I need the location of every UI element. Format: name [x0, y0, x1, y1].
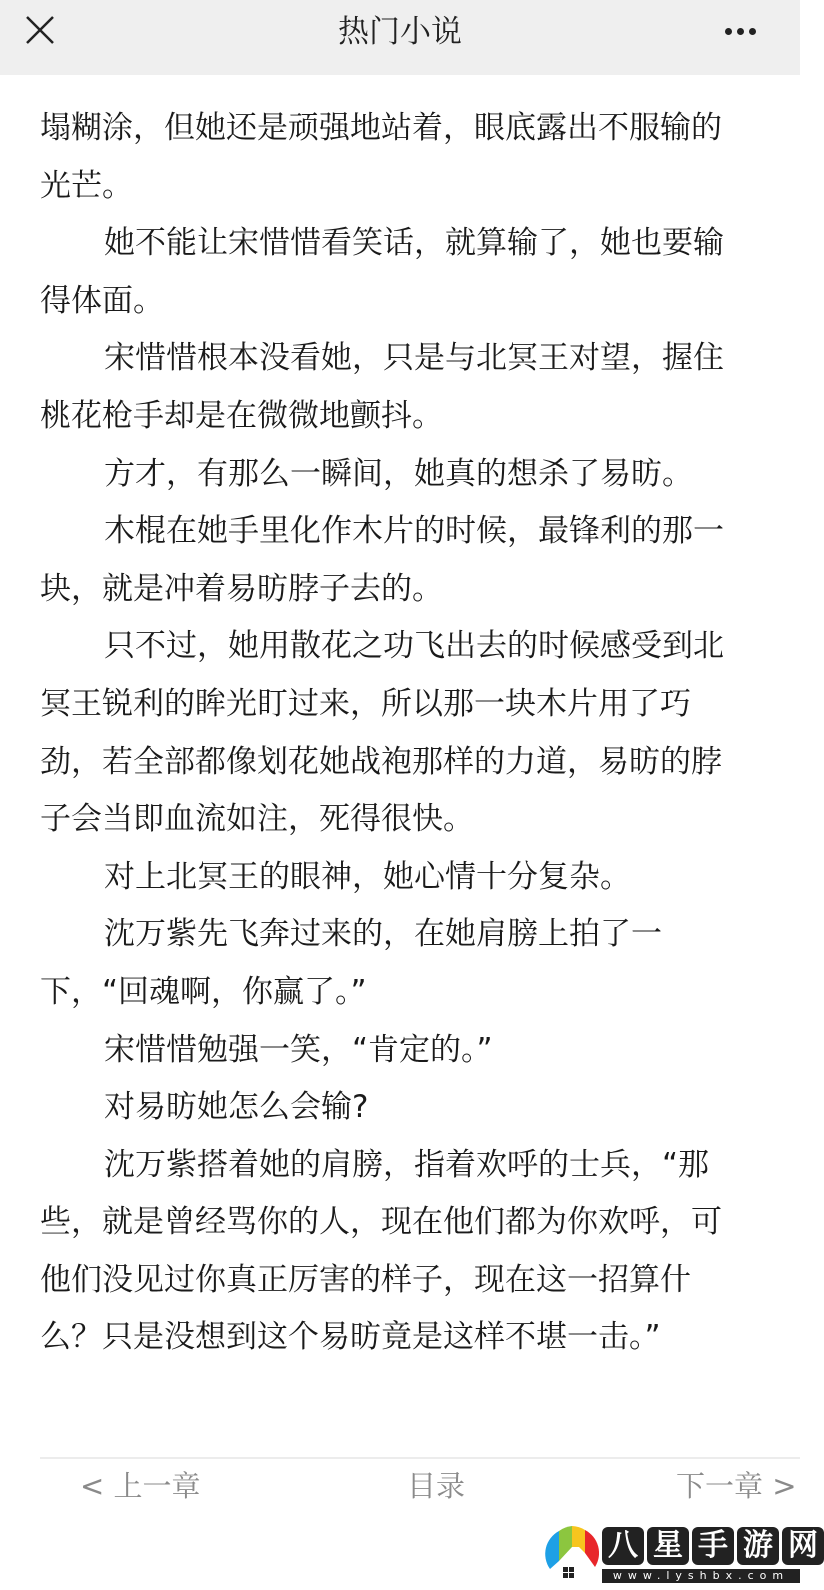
paragraph [40, 503, 750, 618]
text-line: 宋惜惜勉强一笑，“肯定的。” [104, 1031, 493, 1068]
watermark-url: www.lyshbx.com [602, 1569, 800, 1583]
text-line: 只不过，她用散花之功飞出去的时候感受到北 [104, 628, 724, 665]
text-line: 光芒。 [40, 167, 133, 204]
prev-chapter-link[interactable]: < 上一章 [80, 1469, 201, 1503]
text-line: 下，“回魂啊，你赢了。” [40, 973, 367, 1010]
page-title: 热门小说 [338, 14, 462, 50]
text-line: 沈万紫先飞奔过来的，在她肩膀上拍了一 [104, 916, 662, 953]
text-line: 对上北冥王的眼神，她心情十分复杂。 [104, 858, 631, 895]
text-line: 块，就是冲着易昉脖子去的。 [40, 570, 443, 607]
top-bar [0, 0, 800, 75]
table-of-contents-link[interactable]: 目录 [407, 1469, 466, 1503]
watermark-char: 游 [737, 1527, 779, 1565]
chapter-text [40, 100, 750, 1367]
text-line: 她不能让宋惜惜看笑话，就算输了，她也要输 [104, 225, 724, 262]
paragraph [40, 618, 750, 848]
more-icon[interactable] [720, 28, 756, 35]
text-line: 劲，若全部都像划花她战袍那样的力道，易昉的脖 [40, 743, 722, 780]
text-line: 冥王锐利的眸光盯过来，所以那一块木片用了巧 [40, 685, 691, 722]
watermark-char: 八 [602, 1527, 644, 1565]
watermark-char: 手 [692, 1527, 734, 1565]
text-line: 木棍在她手里化作木片的时候，最锋利的那一 [104, 513, 724, 550]
text-line: 么？只是没想到这个易昉竟是这样不堪一击。” [40, 1319, 661, 1356]
text-line: 些，就是曾经骂你的人，现在他们都为你欢呼，可 [40, 1204, 722, 1241]
text-line: 塌糊涂，但她还是顽强地站着，眼底露出不服输的 [40, 110, 722, 146]
paragraph [40, 446, 750, 504]
text-line: 桃花枪手却是在微微地颤抖。 [40, 397, 443, 434]
text-line: 方才，有那么一瞬间，她真的想杀了易昉。 [104, 455, 693, 492]
text-line: 沈万紫搭着她的肩膀，指着欢呼的士兵，“那 [104, 1146, 710, 1183]
text-line: 宋惜惜根本没看她，只是与北冥王对望，握住 [104, 340, 724, 377]
paragraph [40, 849, 750, 907]
paragraph [40, 330, 750, 445]
logo-icon [545, 1525, 601, 1586]
paragraph [40, 1079, 750, 1137]
text-line: 他们没见过你真正厉害的样子，现在这一招算什 [40, 1261, 691, 1298]
next-chapter-link[interactable]: 下一章 > [676, 1469, 797, 1503]
paragraph [40, 906, 750, 1021]
paragraph [40, 1022, 750, 1080]
paragraph [40, 1137, 750, 1367]
paragraph [40, 215, 750, 330]
watermark-logo [545, 1525, 818, 1586]
paragraph [40, 100, 750, 215]
watermark-char: 星 [647, 1527, 689, 1565]
watermark-char: 网 [782, 1527, 824, 1565]
divider [40, 1457, 800, 1459]
text-line: 子会当即血流如注，死得很快。 [40, 801, 474, 838]
text-line: 对易昉她怎么会输? [104, 1089, 369, 1126]
text-line: 得体面。 [40, 282, 164, 319]
